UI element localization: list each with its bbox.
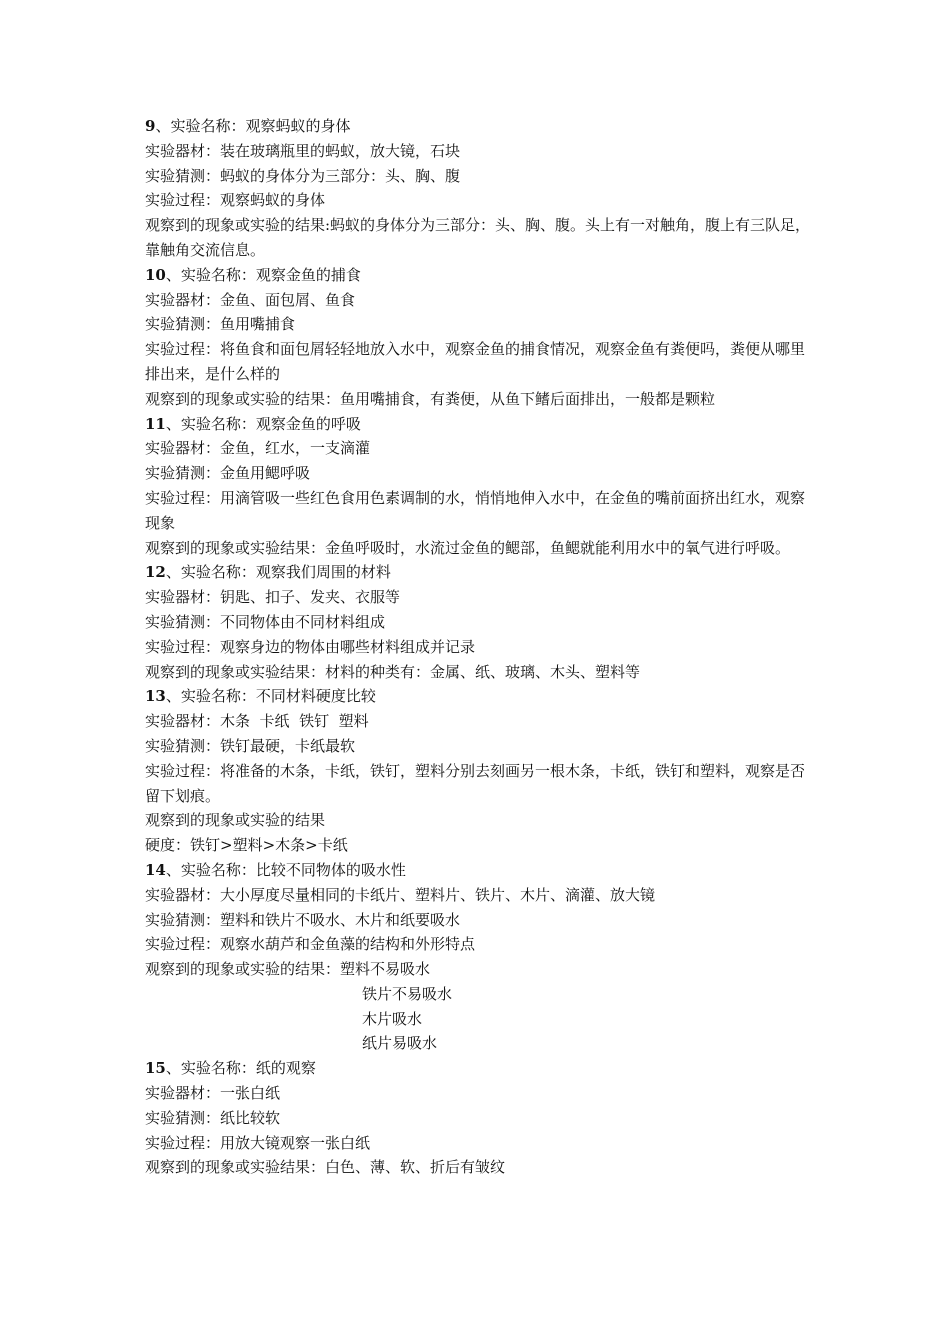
section-title-9: 9、实验名称：观察蚂蚁的身体 <box>145 117 351 135</box>
document-body <box>145 114 813 1180</box>
section-11-hypothesis: 实验猜测：金鱼用鳃呼吸 <box>145 464 311 483</box>
section-15-hypothesis: 实验猜测：纸比较软 <box>145 1108 281 1127</box>
section-9-procedure: 实验过程：观察蚂蚁的身体 <box>145 191 326 210</box>
section-title-11: 11、实验名称：观察金鱼的呼吸 <box>145 414 361 433</box>
section-13-equipment: 实验器材：木条 卡纸 铁钉 塑料 <box>145 712 369 731</box>
section-10-hypothesis: 实验猜测：鱼用嘴捕食 <box>145 315 296 334</box>
section-12-result: 观察到的现象或实验结果：材料的种类有：金属、纸、玻璃、木头、塑料等 <box>145 662 641 681</box>
section-13-hypothesis: 实验猜测：铁钉最硬，卡纸最软 <box>145 736 356 755</box>
section-title-14: 14、实验名称：比较不同物体的吸水性 <box>145 860 406 879</box>
section-14-equipment: 实验器材：大小厚度尽量相同的卡纸片、塑料片、铁片、木片、滴灌、放大镜 <box>145 885 656 904</box>
section-13-procedure: 实验过程：将准备的木条，卡纸，铁钉，塑料分别去刻画另一根木条，卡纸，铁钉和塑料，观察是否留下划痕。 <box>145 761 806 805</box>
section-11-result: 观察到的现象或实验结果：金鱼呼吸时，水流过金鱼的鳃部，鱼鳃就能利用水中的氧气进行呼吸。 <box>145 538 791 557</box>
section-9-result: 观察到的现象或实验的结果:蚂蚁的身体分为三部分：头、胸、腹。头上有一对触角，腹上有三队足，靠触角交流信息。 <box>145 216 811 259</box>
section-13-result: 硬度：铁钉>塑料>木条>卡纸 <box>145 836 348 855</box>
section-14-result: 观察到的现象或实验的结果：塑料不易吸水 <box>145 960 431 979</box>
section-15-equipment: 实验器材：一张白纸 <box>145 1084 281 1103</box>
section-title-15: 15、实验名称：纸的观察 <box>145 1059 316 1078</box>
section-title-13: 13、实验名称：不同材料硬度比较 <box>145 687 376 706</box>
section-14-result-iron: 铁片不易吸水 <box>362 984 453 1003</box>
section-14-result-paper: 纸片易吸水 <box>362 1034 438 1053</box>
section-10-result: 观察到的现象或实验的结果：鱼用嘴捕食，有粪便，从鱼下鳍后面排出，一般都是颗粒 <box>145 389 716 408</box>
section-title-12: 12、实验名称：观察我们周围的材料 <box>145 563 391 582</box>
section-14-result-wood: 木片吸水 <box>362 1009 423 1028</box>
section-9-equipment: 实验器材：装在玻璃瓶里的蚂蚁，放大镜，石块 <box>145 141 461 160</box>
section-10-procedure: 实验过程：将鱼食和面包屑轻轻地放入水中，观察金鱼的捕食情况，观察金鱼有粪便吗，粪便从哪里排出来，是什么样的 <box>145 340 806 383</box>
section-10-equipment: 实验器材：金鱼、面包屑、鱼食 <box>145 290 356 309</box>
section-15-result: 观察到的现象或实验结果：白色、薄、软、折后有皱纹 <box>145 1158 506 1177</box>
section-11-procedure: 实验过程：用滴管吸一些红色食用色素调制的水，悄悄地伸入水中，在金鱼的嘴前面挤出红水，观察现象 <box>145 488 806 532</box>
section-11-equipment: 实验器材：金鱼，红水，一支滴灌 <box>145 439 371 458</box>
section-12-hypothesis: 实验猜测：不同物体由不同材料组成 <box>145 612 386 631</box>
section-title-10: 10、实验名称：观察金鱼的捕食 <box>145 265 361 284</box>
section-15-procedure: 实验过程：用放大镜观察一张白纸 <box>145 1133 371 1152</box>
section-12-equipment: 实验器材：钥匙、扣子、发夹、衣服等 <box>145 588 401 607</box>
section-14-hypothesis: 实验猜测：塑料和铁片不吸水、木片和纸要吸水 <box>145 910 461 929</box>
section-14-procedure: 实验过程：观察水葫芦和金鱼藻的结构和外形特点 <box>145 935 476 954</box>
section-12-procedure: 实验过程：观察身边的物体由哪些材料组成并记录 <box>145 637 476 656</box>
section-9-hypothesis: 实验猜测：蚂蚁的身体分为三部分：头、胸、腹 <box>145 166 461 185</box>
section-13-result-heading: 观察到的现象或实验的结果 <box>145 811 326 830</box>
